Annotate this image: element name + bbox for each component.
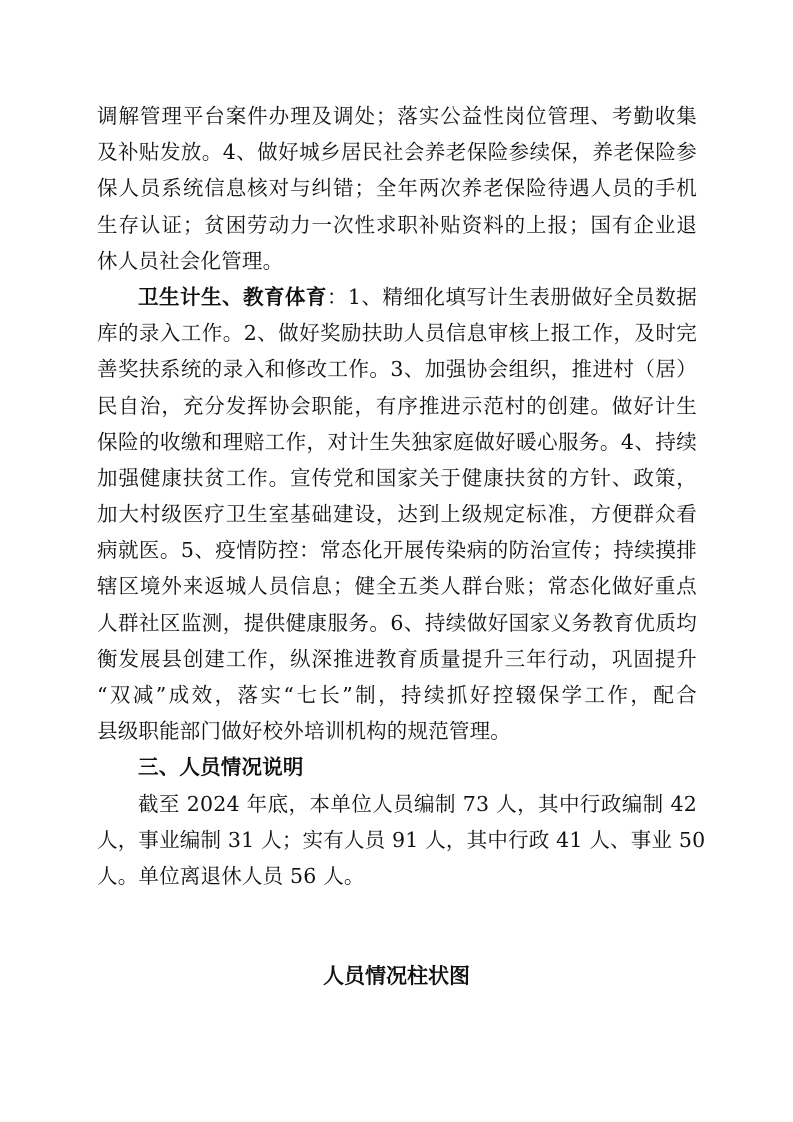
- paragraph-line: 保险的收缴和理赔工作，对计生失独家庭做好暖心服务。4、持续: [97, 429, 697, 454]
- health-section-first-line: [97, 279, 697, 315]
- paragraph-line: 人群社区监测，提供健康服务。6、持续做好国家义务教育优质均: [97, 610, 697, 635]
- document-body: [97, 98, 706, 894]
- paragraph-line: 加强健康扶贫工作。宣传党和国家关于健康扶贫的方针、政策，: [97, 465, 697, 490]
- paragraph-line: 人。单位离退休人员 56 人。: [97, 863, 365, 888]
- paragraph-line: 及补贴发放。4、做好城乡居民社会养老保险参续保，养老保险参: [97, 140, 697, 165]
- paragraph-line: 人，事业编制 31 人；实有人员 91 人，其中行政 41 人、事业 50: [97, 827, 706, 852]
- paragraph-line: 休人员社会化管理。: [97, 248, 284, 273]
- staff-section-heading: 三、人员情况说明: [138, 755, 304, 780]
- health-section-heading: 卫生计生、教育体育: [138, 284, 327, 309]
- paragraph-line: 病就医。5、疫情防控：常态化开展传染病的防治宣传；持续摸排: [97, 538, 697, 563]
- paragraph-line: 民自治，充分发挥协会职能，有序推进示范村的创建。做好计生: [97, 393, 697, 418]
- health-section-first-line-text: ：1、精细化填写计生表册做好全员数据: [326, 284, 697, 309]
- paragraph-line: 县级职能部门做好校外培训机构的规范管理。: [97, 719, 511, 744]
- chart-title: 人员情况柱状图: [323, 964, 470, 988]
- paragraph-line: 调解管理平台案件办理及调处；落实公益性岗位管理、考勤收集: [97, 104, 697, 128]
- paragraph-line: 衡发展县创建工作，纵深推进教育质量提升三年行动，巩固提升: [97, 646, 697, 671]
- paragraph-line: 截至 2024 年底，本单位人员编制 73 人，其中行政编制 42: [138, 791, 697, 816]
- paragraph-line: “双减”成效，落实“七长”制，持续抓好控辍保学工作，配合: [97, 683, 697, 707]
- paragraph-line: 加大村级医疗卫生室基础建设，达到上级规定标准，方便群众看: [97, 502, 697, 527]
- paragraph-line: 生存认证；贫困劳动力一次性求职补贴资料的上报；国有企业退: [97, 212, 697, 237]
- paragraph-line: 善奖扶系统的录入和修改工作。3、加强协会组织，推进村（居）: [97, 357, 697, 382]
- paragraph-line: 保人员系统信息核对与纠错；全年两次养老保险待遇人员的手机: [97, 176, 697, 201]
- paragraph-line: 辖区境外来返城人员信息；健全五类人群台账；常态化做好重点: [97, 574, 697, 599]
- paragraph-line: 库的录入工作。2、做好奖励扶助人员信息审核上报工作，及时完: [97, 321, 697, 346]
